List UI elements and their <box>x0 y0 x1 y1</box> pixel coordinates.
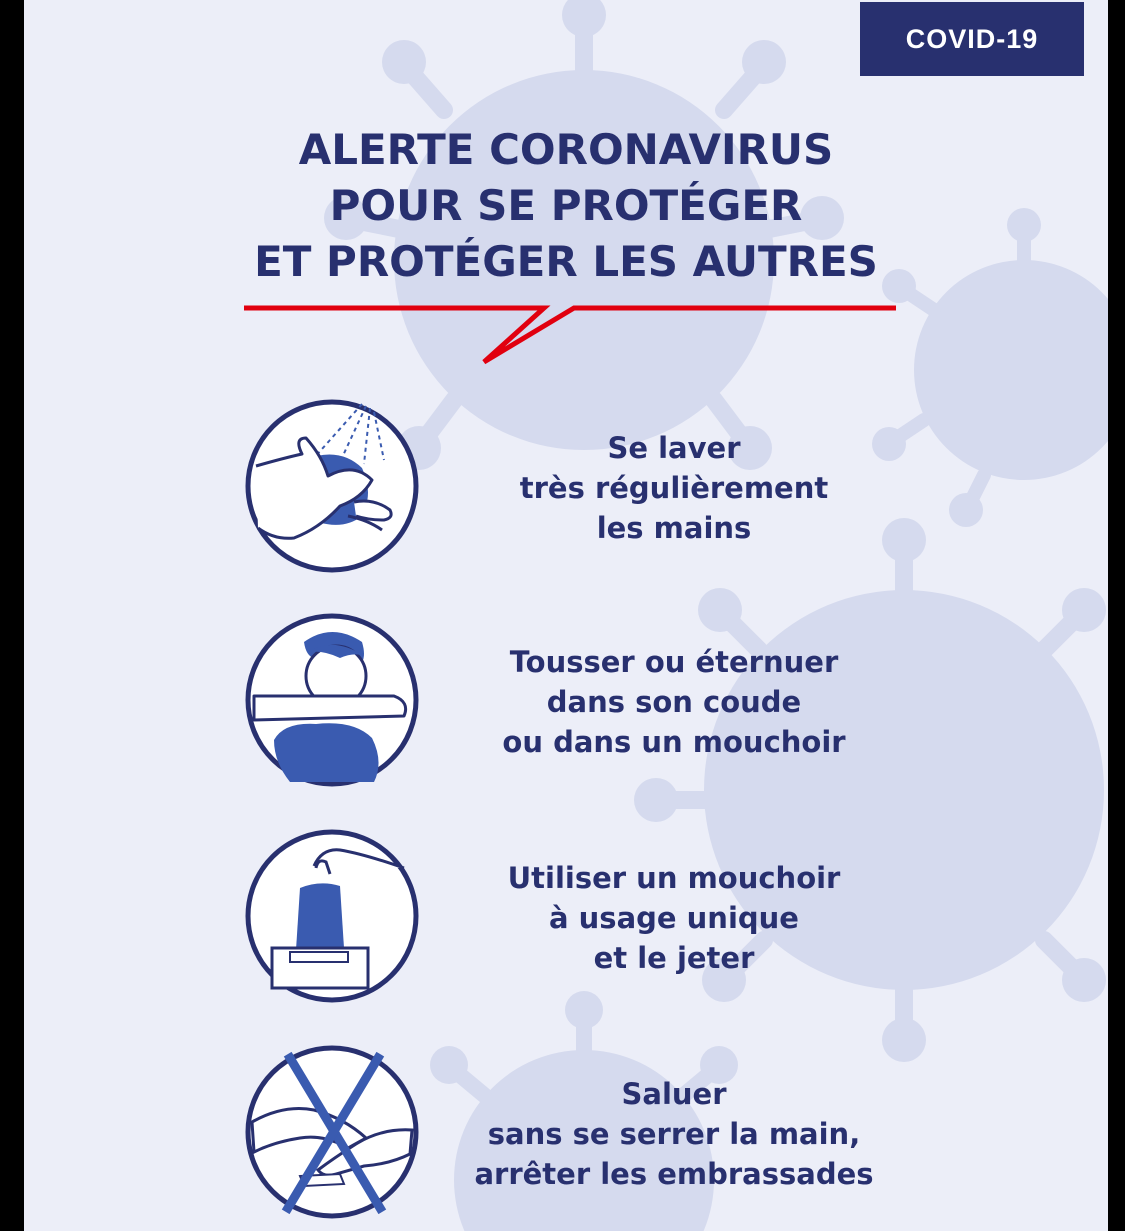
caption-line: Se laver <box>607 431 741 465</box>
gesture-row-cough-elbow <box>24 612 1108 792</box>
covid-poster <box>24 0 1108 1231</box>
caption-line: à usage unique <box>549 901 799 935</box>
title-line-1: ALERTE CORONAVIRUS <box>298 125 834 174</box>
title-line-3: ET PROTÉGER LES AUTRES <box>254 237 878 286</box>
speech-bubble-line-icon <box>24 0 1108 400</box>
tissue-disposal-icon <box>244 828 420 1004</box>
no-handshake-icon <box>244 1044 420 1220</box>
caption-line: arrêter les embrassades <box>474 1157 874 1191</box>
caption-line: les mains <box>596 511 752 545</box>
cough-in-elbow-icon <box>244 612 420 788</box>
caption-line: très régulièrement <box>519 471 829 505</box>
gesture-row-no-handshake <box>24 1044 1108 1224</box>
caption-line: Tousser ou éternuer <box>509 645 839 679</box>
gesture-caption-wash-hands <box>464 428 884 548</box>
caption-line: Utiliser un mouchoir <box>507 861 841 895</box>
title-line-2: POUR SE PROTÉGER <box>329 181 803 230</box>
caption-line: dans son coude <box>546 685 802 719</box>
covid-badge: COVID-19 <box>860 2 1084 76</box>
caption-line: Saluer <box>621 1077 727 1111</box>
gesture-caption-tissue <box>464 858 884 978</box>
gesture-caption-cough-elbow <box>464 642 884 762</box>
gesture-row-wash-hands <box>24 398 1108 578</box>
gesture-row-tissue <box>24 828 1108 1008</box>
caption-line: et le jeter <box>593 941 755 975</box>
caption-line: ou dans un mouchoir <box>502 725 846 759</box>
hand-washing-icon <box>244 398 420 574</box>
caption-line: sans se serrer la main, <box>487 1117 861 1151</box>
gesture-caption-no-handshake <box>464 1074 884 1194</box>
